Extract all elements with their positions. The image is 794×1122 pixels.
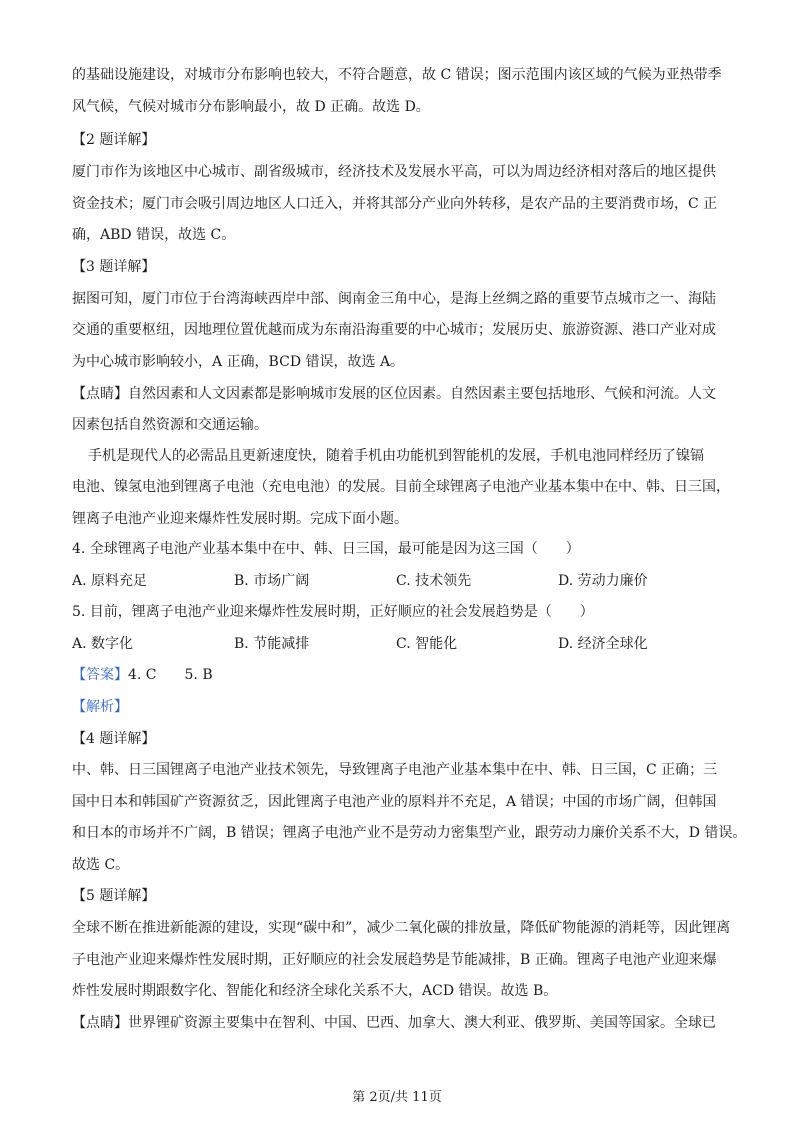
text-line: 交通的重要枢纽，因地理位置优越而成为东南沿海重要的中心城市；发展历史、旅游资源、港口产业对成 xyxy=(72,322,716,338)
text-line: 【点睛】自然因素和人文因素都是影响城市发展的区位因素。自然因素主要包括地形、气候和河流。人文 xyxy=(72,386,716,402)
answer-label: 【答案】 xyxy=(72,667,128,683)
text-line: 厦门市作为该地区中心城市、副省级城市，经济技术及发展水平高，可以为周边经济相对落后的地区提供 xyxy=(72,164,716,180)
question-5: 5. 目前，锂离子电池产业迎来爆炸性发展时期，正好顺应的社会发展趋势是（ ） xyxy=(72,604,594,620)
section-heading: 【4 题详解】 xyxy=(72,731,156,747)
analysis-label: 【解析】 xyxy=(72,699,128,715)
q5-option-b: B. 节能减排 xyxy=(234,636,310,652)
passage-line: 锂离子电池产业迎来爆炸性发展时期。完成下面小题。 xyxy=(72,511,408,527)
section-heading: 【2 题详解】 xyxy=(72,132,156,148)
q4-option-d: D. 劳动力廉价 xyxy=(558,573,648,589)
text-line: 中、韩、日三国锂离子电池产业技术领先，导致锂离子电池产业基本集中在中、韩、日三国，C 正确；三 xyxy=(72,762,718,778)
text-line: 的基础设施建设，对城市分布影响也较大，不符合题意，故 C 错误；图示范围内该区域的气候为亚热带季 xyxy=(72,67,722,83)
text-line: 子电池产业迎来爆炸性发展时期，正好顺应的社会发展趋势是节能减排，B 正确。锂离子电池产业迎来爆 xyxy=(72,952,717,968)
section-heading: 【5 题详解】 xyxy=(72,888,156,904)
answer-line xyxy=(72,665,213,685)
text-line: 为中心城市影响较小，A 正确，BCD 错误，故选 A。 xyxy=(72,354,405,370)
page-footer: 第 2页/共 11页 xyxy=(352,1090,442,1105)
answer-text: 4. C 5. B xyxy=(128,667,213,683)
text-line: 故选 C。 xyxy=(72,857,130,873)
text-line: 炸性发展时期跟数字化、智能化和经济全球化关系不大，ACD 错误。故选 B。 xyxy=(72,983,558,999)
text-line: 确，ABD 错误，故选 C。 xyxy=(72,227,236,243)
passage-line: 手机是现代人的必需品且更新速度快，随着手机由功能机到智能机的发展，手机电池同样经历了镍镉 xyxy=(88,448,704,464)
q4-option-b: B. 市场广阔 xyxy=(234,573,310,589)
text-line: 和日本的市场并不广阔，B 错误；锂离子电池产业不是劳动力密集型产业，跟劳动力廉价关系不大，D 错误。 xyxy=(72,825,747,841)
text-line: 国中日本和韩国矿产资源贫乏，因此锂离子电池产业的原料并不充足，A 错误；中国的市场广阔，但韩国 xyxy=(72,794,717,810)
section-heading: 【3 题详解】 xyxy=(72,259,156,275)
text-line: 风气候，气候对城市分布影响最小，故 D 正确。故选 D。 xyxy=(72,99,430,115)
text-line: 因素包括自然资源和交通运输。 xyxy=(72,417,268,433)
q5-option-d: D. 经济全球化 xyxy=(558,636,648,652)
q5-option-c: C. 智能化 xyxy=(396,636,458,652)
passage-line: 电池、镍氢电池到锂离子电池（充电电池）的发展。目前全球锂离子电池产业基本集中在中、韩、日三国， xyxy=(72,479,730,495)
q5-option-a: A. 数字化 xyxy=(72,636,134,652)
q4-option-a: A. 原料充足 xyxy=(72,573,148,589)
text-line: 资金技术；厦门市会吸引周边地区人口迁入，并将其部分产业向外转移，是农产品的主要消费市场，C 正 xyxy=(72,196,718,212)
text-line: 全球不断在推进新能源的建设，实现“碳中和”，减少二氧化碳的排放量，降低矿物能源的消耗等，因此锂离 xyxy=(72,920,731,936)
text-line: 【点睛】世界锂矿资源主要集中在智利、中国、巴西、加拿大、澳大利亚、俄罗斯、美国等国家。全球已 xyxy=(72,1015,716,1031)
q4-option-c: C. 技术领先 xyxy=(396,573,472,589)
question-4: 4. 全球锂离子电池产业基本集中在中、韩、日三国，最可能是因为这三国（ ） xyxy=(72,541,580,557)
text-line: 据图可知，厦门市位于台湾海峡西岸中部、闽南金三角中心，是海上丝绸之路的重要节点城市之一、海陆 xyxy=(72,291,716,307)
